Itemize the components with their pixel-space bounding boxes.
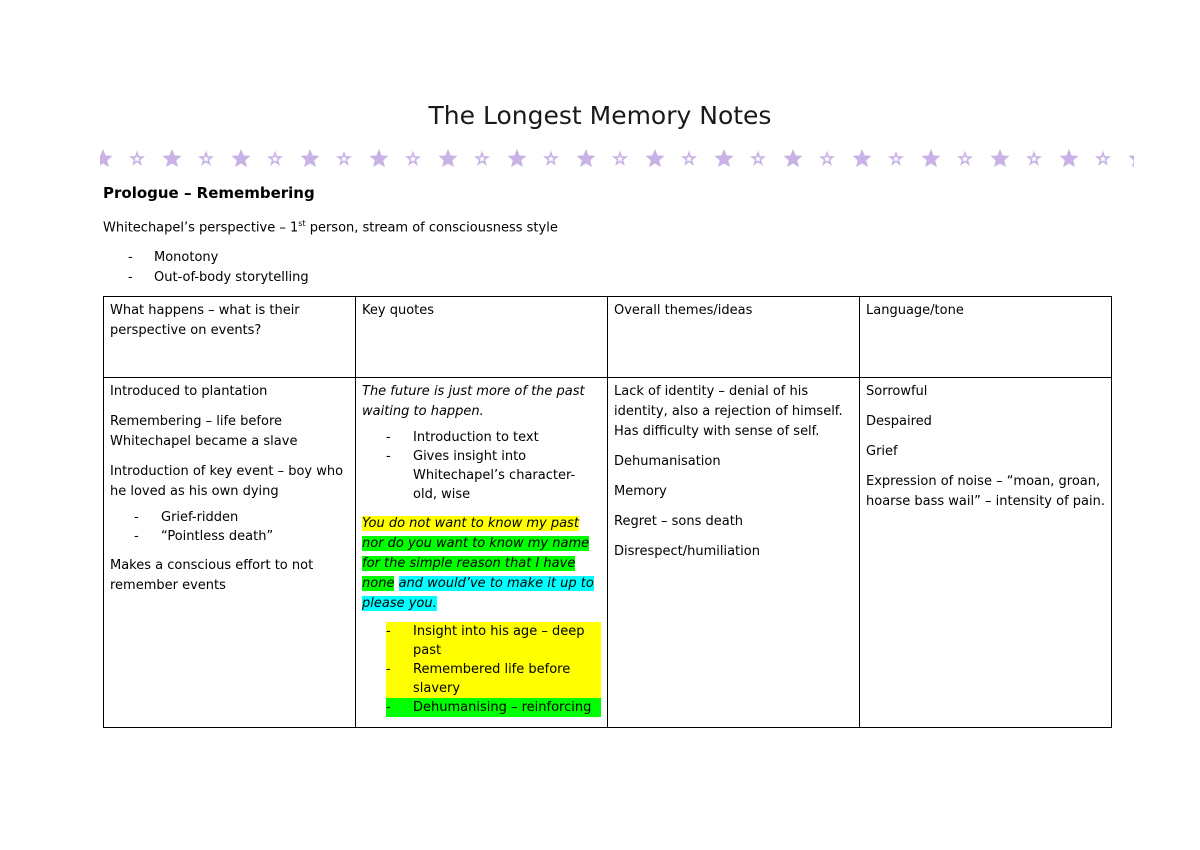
event-bullets (110, 508, 349, 546)
section-heading: Prologue – Remembering (103, 184, 315, 202)
star-icon (784, 149, 803, 167)
tone-text: Grief (866, 444, 898, 459)
event-text: Introduction of key event – boy who he loved as his own dying (110, 464, 344, 499)
star-icon (370, 149, 389, 167)
perspective-text-end: person, stream of consciousness style (305, 220, 558, 236)
highlight-cyan: and would’ve to make it up to please you. (362, 576, 594, 611)
highlight-green: nor do you want to know my name for the simple reason that I have none (362, 536, 590, 591)
star-icon (508, 149, 527, 167)
small-star-icon (959, 153, 970, 164)
small-star-icon (131, 153, 142, 164)
star-icon (646, 149, 665, 167)
small-star-icon (821, 153, 832, 164)
theme-text: Memory (614, 484, 667, 499)
small-star-icon (338, 153, 349, 164)
list-item: - Grief-ridden (134, 510, 239, 525)
notes-table (103, 296, 1112, 728)
column-header-key-quotes: Key quotes (356, 297, 608, 378)
column-header-what-happens: What happens – what is their perspective on events? (104, 297, 356, 378)
event-text: Introduced to plantation (110, 384, 268, 399)
star-icon (853, 149, 872, 167)
event-text: Makes a conscious effort to not remember events (110, 558, 314, 593)
small-star-icon (614, 153, 625, 164)
small-star-icon (407, 153, 418, 164)
small-star-icon (1097, 153, 1108, 164)
star-divider (100, 148, 1134, 170)
star-icon (577, 149, 596, 167)
quote-bullets (362, 428, 601, 504)
list-item: - “Pointless death” (134, 529, 274, 544)
star-icon (715, 149, 734, 167)
perspective-bullets (128, 248, 309, 288)
tone-text: Sorrowful (866, 384, 928, 399)
star-icon (439, 149, 458, 167)
small-star-icon (476, 153, 487, 164)
star-icon (100, 149, 113, 167)
cell-key-quotes (356, 378, 608, 728)
star-icon (232, 149, 251, 167)
small-star-icon (683, 153, 694, 164)
star-icon (163, 149, 182, 167)
small-star-icon (890, 153, 901, 164)
column-header-language: Language/tone (860, 297, 1112, 378)
list-item: - Remembered life before slavery (386, 660, 601, 698)
cell-language (860, 378, 1112, 728)
highlight-yellow: You do not want to know my past (362, 516, 579, 531)
star-icon (1129, 149, 1135, 167)
star-icon (301, 149, 320, 167)
quote-highlighted-bullets (362, 622, 601, 717)
list-item: - Insight into his age – deep past (386, 622, 601, 660)
theme-text: Lack of identity – denial of his identity, also a rejection of himself. Has difficulty with sense of self. (614, 384, 843, 439)
cell-what-happens (104, 378, 356, 728)
list-item: - Gives insight into Whitechapel’s character- old, wise (386, 449, 576, 502)
table-row (104, 378, 1112, 728)
tone-text: Despaired (866, 414, 932, 429)
small-star-icon (545, 153, 556, 164)
theme-text: Regret – sons death (614, 514, 744, 529)
list-item: - Out-of-body storytelling (128, 270, 309, 285)
small-star-icon (269, 153, 280, 164)
star-divider-graphic (100, 148, 1134, 170)
list-item: - Introduction to text (386, 430, 539, 445)
perspective-text: Whitechapel’s perspective – 1 (103, 220, 299, 236)
star-icon (991, 149, 1010, 167)
list-item: - Monotony (128, 250, 219, 265)
small-star-icon (200, 153, 211, 164)
theme-text: Disrespect/humiliation (614, 544, 760, 559)
star-icon (922, 149, 941, 167)
event-text: Remembering – life before Whitechapel became a slave (110, 414, 298, 449)
cell-themes (608, 378, 860, 728)
column-header-themes: Overall themes/ideas (608, 297, 860, 378)
perspective-line (103, 219, 558, 235)
perspective-superscript: st (298, 219, 306, 228)
quote-text: The future is just more of the past waiting to happen. (362, 384, 585, 419)
theme-text: Dehumanisation (614, 454, 721, 469)
list-item: - Dehumanising – reinforcing (386, 698, 601, 717)
page-title: The Longest Memory Notes (428, 101, 772, 130)
tone-text: Expression of noise – “moan, groan, hoarse bass wail” – intensity of pain. (866, 474, 1105, 509)
table-header-row (104, 297, 1112, 378)
highlighted-quote (362, 514, 601, 614)
small-star-icon (752, 153, 763, 164)
small-star-icon (1028, 153, 1039, 164)
star-icon (1060, 149, 1079, 167)
